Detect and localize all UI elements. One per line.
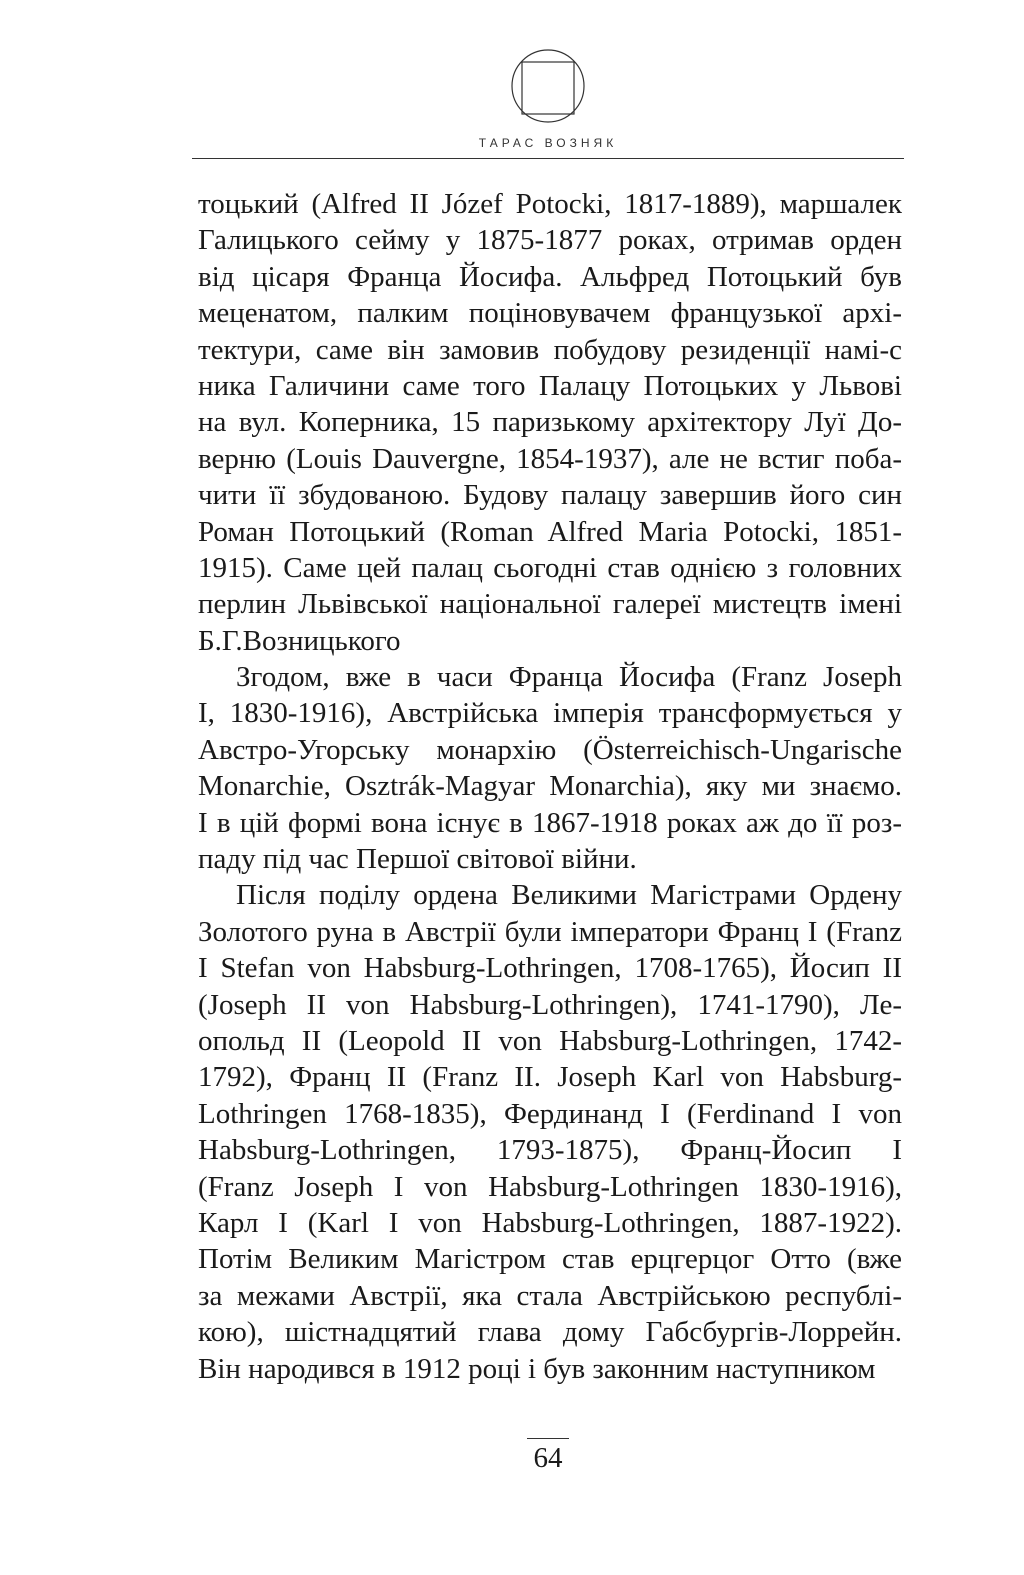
text-line: І в цій формі вона існує в 1867-1918 роках аж до її роз-	[198, 806, 902, 839]
text-line: від цісаря Франца Йосифа. Альфред Потоцький був	[198, 260, 902, 293]
header-rule	[192, 158, 904, 159]
text-line: Карл I (Karl I von Habsburg-Lothringen, 1887-1922).	[198, 1206, 902, 1239]
text-line: чити її збудованою. Будову палацу завершив його син	[198, 479, 902, 512]
text-line: тектури, саме він замовив побудову резиденції намі-с	[198, 333, 902, 366]
text-line: Згодом, вже в часи Франца Йосифа (Franz Joseph	[236, 661, 902, 694]
running-header-title: ТАРАС ВОЗНЯК	[478, 136, 618, 150]
text-line: Monarchie, Osztrák-Magyar Monarchia), яку ми знаємо.	[198, 770, 902, 803]
text-line: паду під час Першої світової війни.	[198, 843, 637, 876]
page-body-text	[198, 186, 902, 1387]
text-line: Потім Великим Магістром став ерцгерцог Отто (вже	[198, 1243, 902, 1276]
circle-square-emblem-icon	[510, 48, 586, 124]
text-line: за межами Австрії, яка стала Австрійською республі-	[198, 1279, 902, 1312]
text-line: Habsburg-Lothringen, 1793-1875), Франц-Йосип I	[198, 1134, 902, 1167]
text-line: опольд II (Leopold II von Habsburg-Lothringen, 1742-	[198, 1024, 902, 1057]
text-line: кою), шістнадцятий глава дому Габсбургів-Лоррейн.	[198, 1316, 902, 1349]
text-line: на вул. Коперника, 15 паризькому архітектору Луї До-	[198, 406, 902, 439]
text-line: 1792), Франц II (Franz II. Joseph Karl von Habsburg-	[198, 1061, 902, 1094]
paragraph	[198, 659, 902, 877]
text-line: тоцький (Alfred II Józef Potocki, 1817-1889), маршалек	[198, 188, 902, 220]
text-line: 1915). Саме цей палац сьогодні став однією з головних	[198, 551, 902, 584]
text-line: I Stefan von Habsburg-Lothringen, 1708-1765), Йосип II	[198, 952, 902, 985]
text-line: Роман Потоцький (Roman Alfred Maria Potocki, 1851-	[198, 515, 902, 548]
text-line: Австро-Угорську монархію (Österreichisch-Ungarische	[198, 733, 902, 766]
text-line: Галицького сейму у 1875-1877 роках, отримав орден	[198, 224, 902, 257]
paragraph	[198, 186, 902, 659]
text-line: Lothringen 1768-1835), Фердинанд I (Ferdinand I von	[198, 1097, 902, 1130]
footer-rule	[527, 1438, 569, 1439]
text-line: верню (Louis Dauvergne, 1854-1937), але не встиг поба-	[198, 442, 902, 475]
text-line: ника Галичини саме того Палацу Потоцьких у Львові	[198, 369, 902, 402]
paragraph	[198, 877, 902, 1386]
text-line: Після поділу ордена Великими Магістрами Ордену	[236, 879, 902, 912]
text-line: перлин Львівської національної галереї мистецтв імені	[198, 588, 902, 621]
text-line: (Franz Joseph I von Habsburg-Lothringen 1830-1916),	[198, 1170, 902, 1203]
page-number: 64	[533, 1442, 563, 1474]
text-line: I, 1830-1916), Австрійська імперія трансформується у	[198, 697, 902, 730]
text-line: меценатом, палким поціновувачем французької архі-	[198, 297, 902, 330]
text-line: Б.Г.Возницького	[198, 624, 401, 657]
text-line: (Joseph II von Habsburg-Lothringen), 1741-1790), Ле-	[198, 988, 902, 1021]
text-line: Він народився в 1912 році і був законним наступником	[198, 1352, 876, 1385]
text-line: Золотого руна в Австрії були імператори Франц I (Franz	[198, 915, 902, 948]
